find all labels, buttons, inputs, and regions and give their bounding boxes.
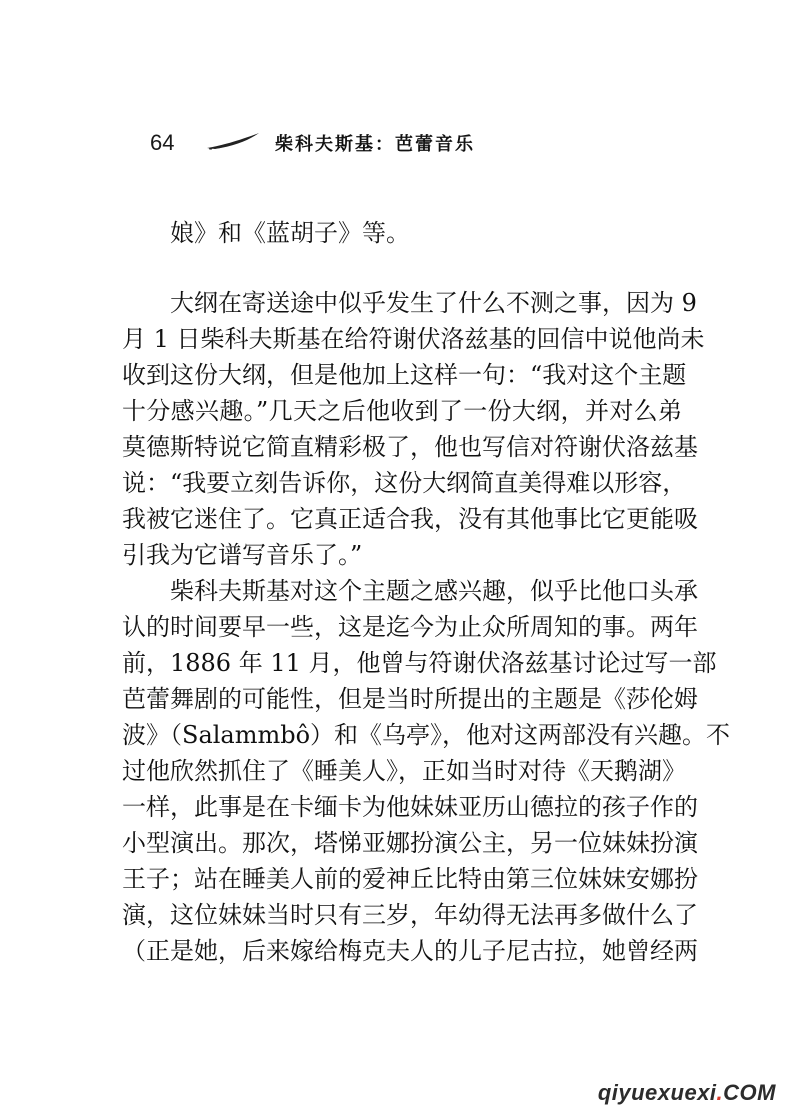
text-line: 波》（Salammbô）和《乌亭》，他对这两部没有兴趣。不: [122, 721, 731, 749]
text-line: 认的时间要早一些，这是迄今为止众所周知的事。两年: [122, 613, 698, 641]
watermark-tld: COM: [723, 1080, 776, 1105]
text-line: 引我为它谱写音乐了。”: [122, 541, 363, 569]
text-line: （正是她，后来嫁给梅克夫人的儿子尼古拉，她曾经两: [122, 937, 698, 965]
text-line: 一样，此事是在卡缅卡为他妹妹亚历山德拉的孩子作的: [122, 793, 698, 821]
text-line: 我被它迷住了。它真正适合我，没有其他事比它更能吸: [122, 505, 698, 533]
text-line: 娘》和《蓝胡子》等。: [170, 219, 410, 247]
text-line: 莫德斯特说它简直精彩极了，他也写信对符谢伏洛兹基: [122, 433, 698, 461]
text-line: 大纲在寄送途中似乎发生了什么不测之事，因为 9: [170, 289, 697, 317]
text-line: 柴科夫斯基对这个主题之感兴趣，似乎比他口头承: [170, 577, 698, 605]
text-line: 王子；站在睡美人前的爱神丘比特由第三位妹妹安娜扮: [122, 865, 698, 893]
page-header: [150, 128, 550, 162]
quill-icon: [205, 130, 261, 152]
running-title: 柴科夫斯基：芭蕾音乐: [275, 134, 475, 155]
text-line: 过他欣然抓住了《睡美人》，正如当时对待《天鹅湖》: [122, 757, 686, 785]
text-line: 月 1 日柴科夫斯基在给符谢伏洛兹基的回信中说他尚未: [122, 325, 705, 353]
text-line: 说：“我要立刻告诉你，这份大纲简直美得难以形容，: [122, 469, 687, 497]
page-number: 64: [150, 130, 175, 155]
text-line: 小型演出。那次，塔悌亚娜扮演公主，另一位妹妹扮演: [122, 829, 698, 857]
text-line: 芭蕾舞剧的可能性，但是当时所提出的主题是《莎伦姆: [122, 685, 698, 713]
watermark-name: qiyuexuexi: [597, 1080, 717, 1105]
text-line: 演，这位妹妹当时只有三岁，年幼得无法再多做什么了: [122, 901, 698, 929]
text-line: 前，1886 年 11 月，他曾与符谢伏洛兹基讨论过写一部: [122, 649, 717, 677]
text-line: 收到这份大纲，但是他加上这样一句：“我对这个主题: [122, 361, 687, 389]
text-line: 十分感兴趣。”几天之后他收到了一份大纲，并对么弟: [122, 397, 682, 425]
site-watermark: [598, 1080, 776, 1106]
watermark-dot: .: [716, 1080, 724, 1105]
